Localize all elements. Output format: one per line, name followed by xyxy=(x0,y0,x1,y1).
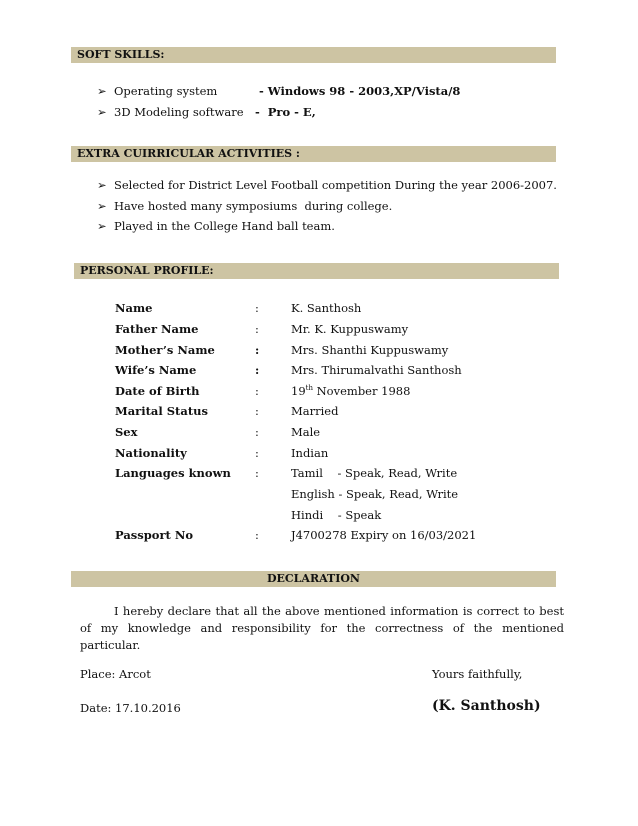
activity-item: ➢ Played in the College Hand ball team. xyxy=(97,219,335,233)
declaration-text: I hereby declare that all the above mentioned information is correct to best of my knowledge and responsibility for the correctness of the mentioned particular. xyxy=(80,604,564,652)
declaration-heading: DECLARATION xyxy=(71,571,556,587)
profile-value: Hindi - Speak xyxy=(291,508,382,522)
profile-label: Date of Birth xyxy=(115,384,200,398)
arrow-bullet-icon: ➢ xyxy=(97,219,107,233)
profile-label: Marital Status xyxy=(115,404,208,418)
profile-value: Mrs. Thirumalvathi Santhosh xyxy=(291,363,462,377)
activity-item: ➢ Selected for District Level Football competition During the year 2006-2007. xyxy=(97,178,557,192)
profile-value: Married xyxy=(291,404,339,418)
arrow-bullet-icon: ➢ xyxy=(97,105,107,119)
skill-label: 3D Modeling software xyxy=(114,105,244,119)
soft-skill-item xyxy=(97,84,217,98)
profile-value: Mr. K. Kuppuswamy xyxy=(291,322,409,336)
colon: : xyxy=(255,363,260,377)
colon: : xyxy=(255,404,259,418)
profile-value: Mrs. Shanthi Kuppuswamy xyxy=(291,343,449,357)
extra-curricular-heading: EXTRA CUIRRICULAR ACTIVITIES : xyxy=(71,146,556,162)
colon: : xyxy=(255,322,259,336)
colon: : xyxy=(255,343,260,357)
profile-label: Mother’s Name xyxy=(115,343,215,357)
profile-label: Sex xyxy=(115,425,138,439)
profile-label: Passport No xyxy=(115,528,194,542)
arrow-bullet-icon: ➢ xyxy=(97,178,107,192)
arrow-bullet-icon: ➢ xyxy=(97,199,107,213)
profile-label: Name xyxy=(115,301,153,315)
activity-item: ➢ Have hosted many symposiums during college. xyxy=(97,199,393,213)
closing-text: Yours faithfully, xyxy=(432,667,523,681)
profile-value: Tamil - Speak, Read, Write xyxy=(291,466,458,480)
soft-skills-heading: SOFT SKILLS: xyxy=(71,47,556,63)
personal-profile-heading: PERSONAL PROFILE: xyxy=(74,263,559,279)
profile-value: K. Santhosh xyxy=(291,301,362,315)
soft-skill-item xyxy=(97,105,244,119)
profile-value: English - Speak, Read, Write xyxy=(291,487,459,501)
date: Date: 17.10.2016 xyxy=(80,701,181,715)
place: Place: Arcot xyxy=(80,667,151,681)
profile-value: Indian xyxy=(291,446,329,460)
colon: : xyxy=(255,384,259,398)
colon: : xyxy=(255,466,259,480)
profile-value: 19th November 1988 xyxy=(291,384,411,398)
skill-label: Operating system xyxy=(114,84,218,98)
colon: : xyxy=(255,528,259,542)
profile-label: Father Name xyxy=(115,322,199,336)
colon: : xyxy=(255,301,259,315)
arrow-bullet-icon: ➢ xyxy=(97,84,107,98)
profile-label: Nationality xyxy=(115,446,187,460)
profile-value: Male xyxy=(291,425,321,439)
profile-value: J4700278 Expiry on 16/03/2021 xyxy=(291,528,477,542)
skill-value: - Pro - E, xyxy=(255,105,316,119)
colon: : xyxy=(255,446,259,460)
skill-value: - Windows 98 - 2003,XP/Vista/8 xyxy=(259,84,461,98)
signature-name: (K. Santhosh) xyxy=(432,698,541,714)
profile-label: Wife’s Name xyxy=(115,363,197,377)
colon: : xyxy=(255,425,259,439)
profile-label: Languages known xyxy=(115,466,231,480)
